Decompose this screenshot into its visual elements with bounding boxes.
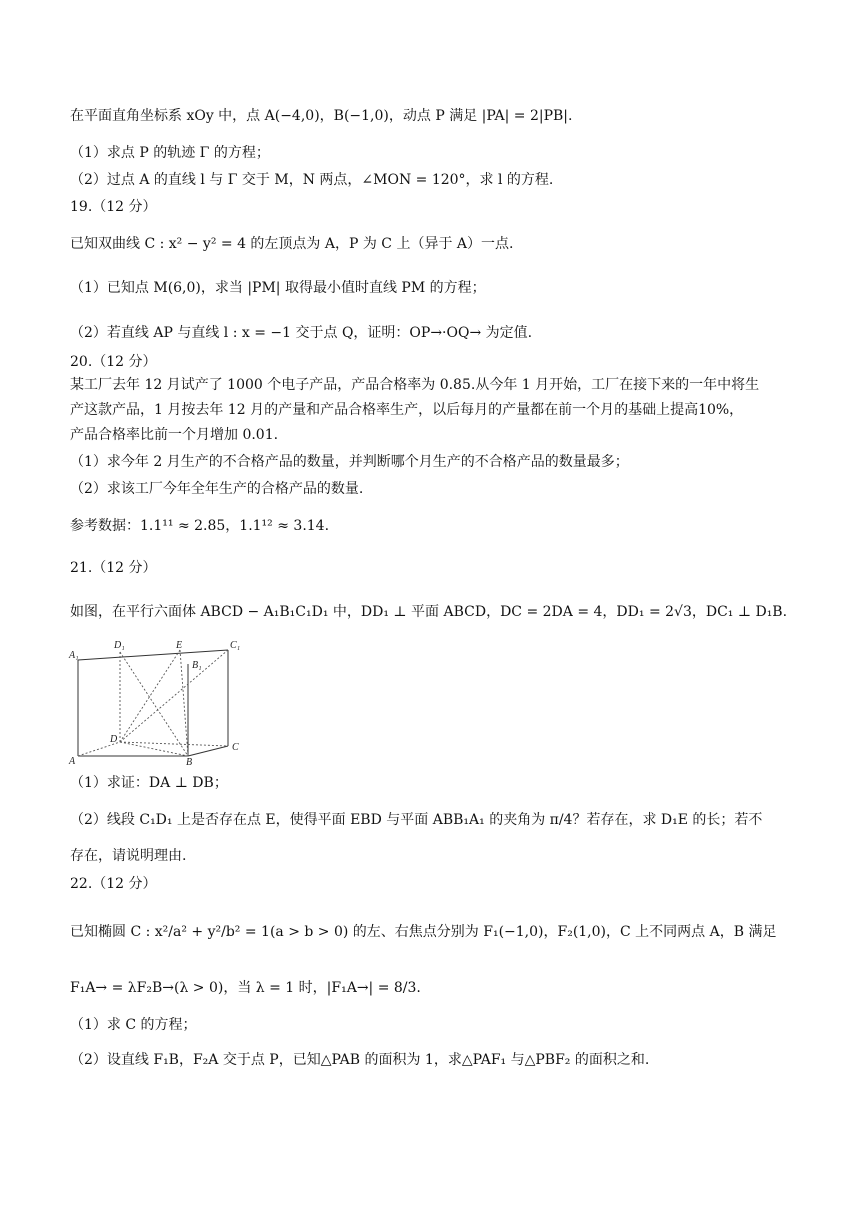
edge-e-d <box>120 650 180 742</box>
edge-a1-c1-top <box>78 650 228 660</box>
q21-part2-line1: （2）线段 C₁D₁ 上是否存在点 E，使得平面 EBD 与平面 ABB₁A₁ 的夹角为 π/4？若存在，求 D₁E 的长；若不 <box>70 812 763 828</box>
edge-d1-b <box>120 652 188 756</box>
q20-part1: （1）求今年 2 月生产的不合格产品的数量，并判断哪个月生产的不合格产品的数量最多； <box>70 454 629 470</box>
q20-number: 20.（12 分） <box>70 354 157 370</box>
q20-part2: （2）求该工厂今年全年生产的合格产品的数量. <box>70 481 364 497</box>
label-a1: A₁ <box>69 650 79 661</box>
edge-hidden <box>78 660 188 664</box>
label-d: D <box>110 734 118 745</box>
label-a: A <box>69 756 76 766</box>
label-c: C <box>232 742 239 753</box>
q19-part2: （2）若直线 AP 与直线 l : x = −1 交于点 Q，证明：OP→·OQ→ 为定值. <box>70 325 533 341</box>
q22-part2: （2）设直线 F₁B，F₂A 交于点 P，已知△PAB 的面积为 1，求△PAF₁ 与△PBF₂ 的面积之和. <box>70 1052 650 1068</box>
label-b: B <box>186 757 193 766</box>
q22-stem-line2: F₁A→ = λF₂B→(λ > 0)，当 λ = 1 时，|F₁A→| = 8/3. <box>70 980 421 996</box>
q21-part1: （1）求证：DA ⊥ DB； <box>70 775 228 791</box>
q21-part2-line2: 存在，请说明理由. <box>70 848 187 864</box>
q18-part1: （1）求点 P 的轨迹 Γ 的方程； <box>70 145 270 161</box>
q20-stem-line2: 产这款产品，1 月按去年 12 月的产量和产品合格率生产，以后每月的产量都在前一个月的基础上提高10%， <box>70 402 744 418</box>
label-d1: D₁ <box>114 640 125 651</box>
edge-b-c <box>188 746 228 756</box>
q22-part1: （1）求 C 的方程； <box>70 1017 197 1033</box>
q18-part2: （2）过点 A 的直线 l 与 Γ 交于 M，N 两点，∠MON = 120°，求 l 的方程. <box>70 172 554 188</box>
q18-stem: 在平面直角坐标系 xOy 中，点 A(−4,0)，B(−1,0)，动点 P 满足 |PA| = 2|PB|. <box>70 108 573 124</box>
q19-stem: 已知双曲线 C : x² − y² = 4 的左顶点为 A，P 为 C 上（异于 A）一点. <box>70 236 514 252</box>
q21-stem: 如图，在平行六面体 ABCD − A₁B₁C₁D₁ 中，DD₁ ⊥ 平面 ABCD，DC = 2DA = 4，DD₁ = 2√3，DC₁ ⊥ D₁B. <box>70 604 788 620</box>
q20-reference: 参考数据：1.1¹¹ ≈ 2.85，1.1¹² ≈ 3.14. <box>70 518 330 534</box>
parallelepiped-figure <box>68 638 250 766</box>
q19-part1: （1）已知点 M(6,0)，求当 |PM| 取得最小值时直线 PM 的方程； <box>70 280 486 296</box>
q19-number: 19.（12 分） <box>70 199 157 215</box>
label-e: E <box>176 640 183 651</box>
label-c1: C₁ <box>230 640 241 651</box>
q20-stem-line3: 产品合格率比前一个月增加 0.01. <box>70 427 279 443</box>
edge-e-b <box>180 650 188 756</box>
q22-stem-line1: 已知椭圆 C : x²/a² + y²/b² = 1(a > b > 0) 的左、右焦点分别为 F₁(−1,0)，F₂(1,0)，C 上不同两点 A，B 满足 <box>70 924 777 940</box>
q20-stem-line1: 某工厂去年 12 月试产了 1000 个电子产品，产品合格率为 0.85.从今年 1 月开始，工厂在接下来的一年中将生 <box>70 377 760 393</box>
q21-number: 21.（12 分） <box>70 560 157 576</box>
label-b1: B₁ <box>192 660 202 671</box>
q22-number: 22.（12 分） <box>70 876 157 892</box>
